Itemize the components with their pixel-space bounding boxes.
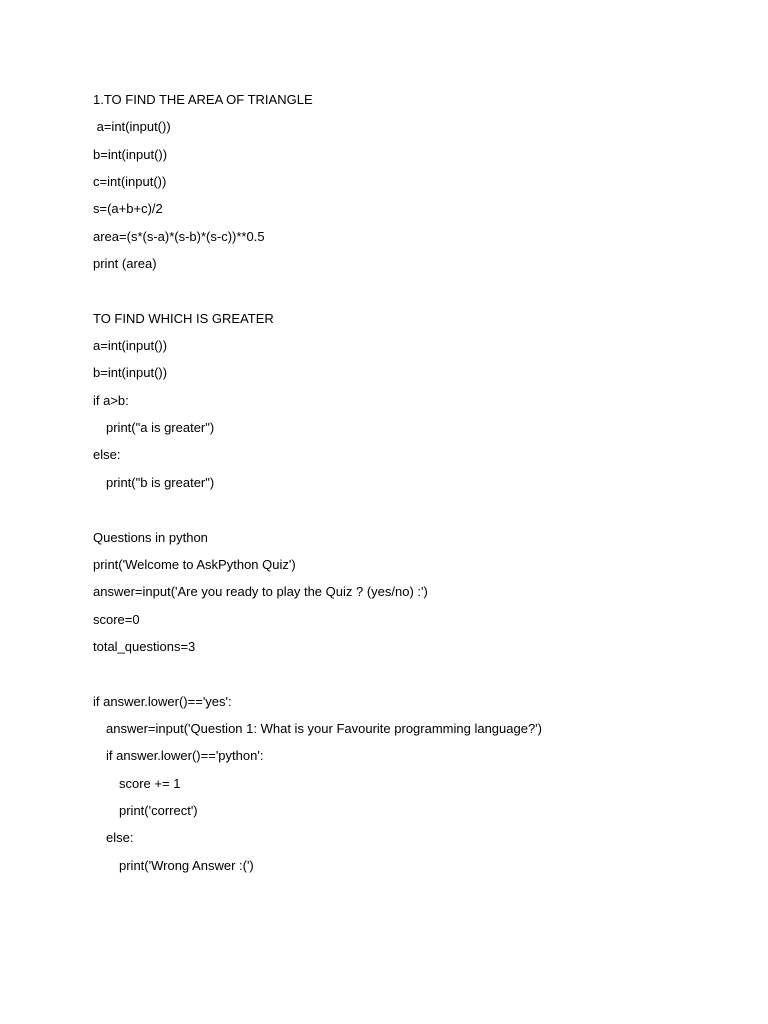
code-line: print (area) — [93, 256, 157, 272]
code-line: else: — [106, 830, 134, 846]
code-line: print("a is greater") — [106, 420, 215, 436]
code-line: b=int(input()) — [93, 146, 168, 162]
code-line: score += 1 — [119, 775, 181, 791]
section-heading-area-of-triangle: 1.TO FIND THE AREA OF TRIANGLE — [93, 92, 313, 107]
blank-line — [93, 660, 713, 687]
code-line: print('correct') — [119, 802, 198, 818]
code-line: a=int(input()) — [93, 119, 171, 135]
code-line: if answer.lower()=='yes': — [93, 693, 232, 709]
section-heading-questions-in-python: Questions in python — [93, 529, 208, 545]
code-line: area=(s*(s-a)*(s-b)*(s-c))**0.5 — [93, 228, 265, 244]
code-line: else: — [93, 447, 121, 463]
code-line: s=(a+b+c)/2 — [93, 201, 163, 217]
code-line: a=int(input()) — [93, 338, 168, 354]
code-line: print('Welcome to AskPython Quiz') — [93, 556, 296, 572]
code-line: if answer.lower()=='python': — [106, 748, 264, 764]
code-line: c=int(input()) — [93, 174, 167, 190]
code-line: b=int(input()) — [93, 365, 168, 381]
blank-line — [93, 277, 713, 304]
code-line: score=0 — [93, 611, 140, 627]
code-line: answer=input('Question 1: What is your Favourite programming language?') — [106, 720, 542, 736]
blank-line — [93, 496, 713, 523]
document-body — [93, 86, 713, 879]
code-line: print("b is greater") — [106, 474, 215, 490]
code-line: answer=input('Are you ready to play the Quiz ? (yes/no) :') — [93, 584, 428, 600]
section-heading-which-is-greater: TO FIND WHICH IS GREATER — [93, 310, 274, 326]
code-line: print('Wrong Answer :(') — [119, 857, 254, 873]
code-line: if a>b: — [93, 392, 129, 408]
code-line: total_questions=3 — [93, 638, 196, 654]
